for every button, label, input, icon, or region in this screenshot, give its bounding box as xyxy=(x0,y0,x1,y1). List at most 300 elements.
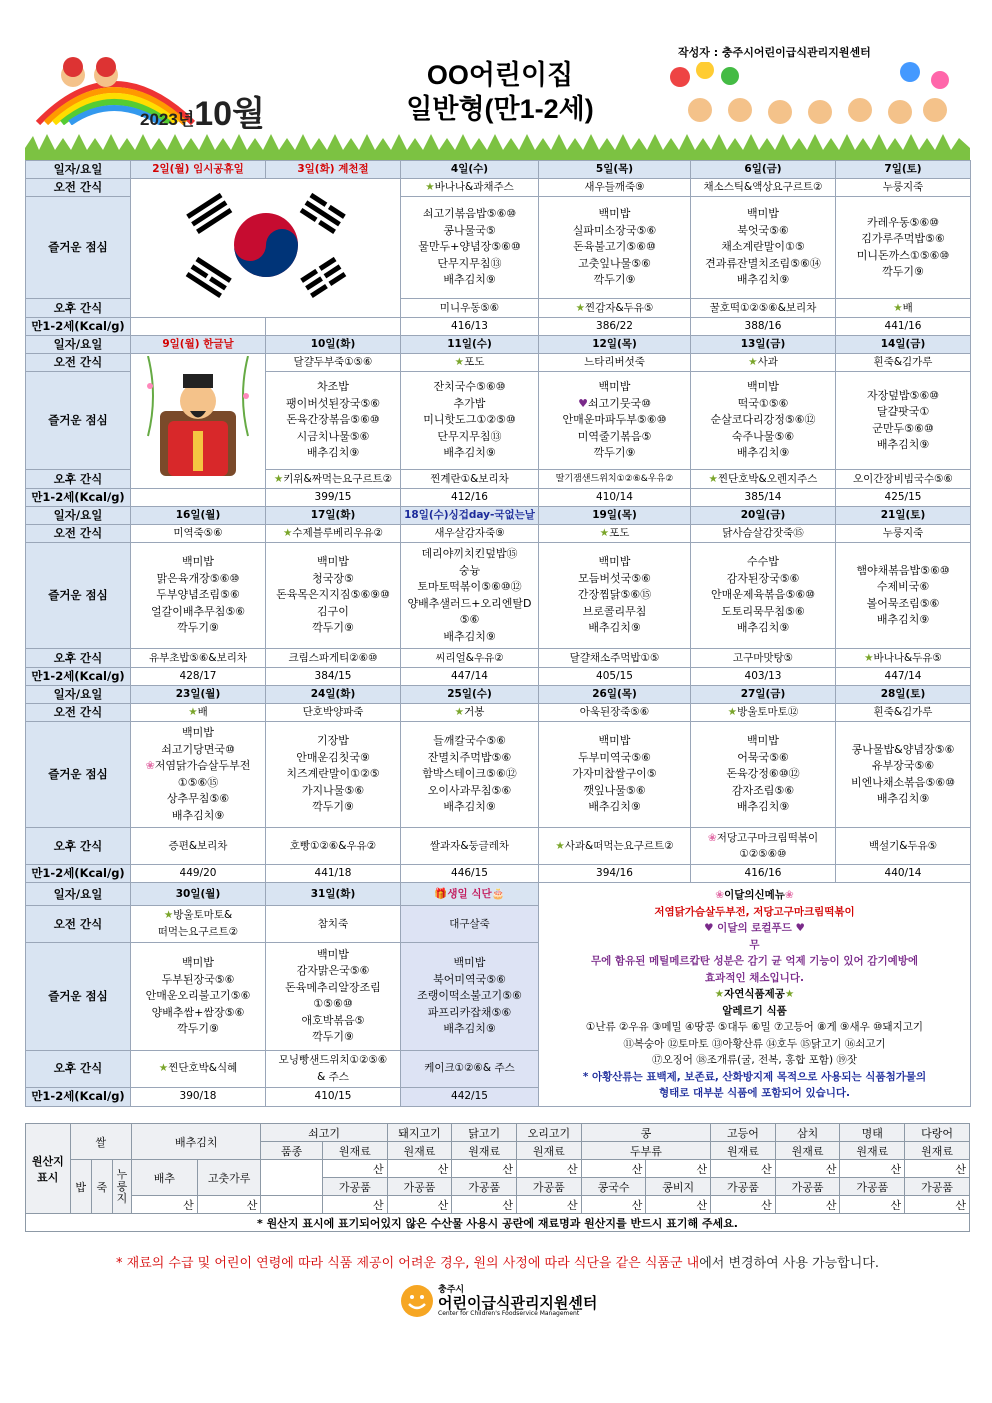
raw-label: 원재료 xyxy=(452,1142,517,1160)
kcal-cell: 440/14 xyxy=(836,865,971,883)
week1-date-row xyxy=(26,161,971,179)
kcal-cell: 416/13 xyxy=(401,318,539,336)
title-line-2: 일반형(만1-2세) xyxy=(406,94,594,124)
star-icon: ★ xyxy=(575,301,586,314)
week5-date-row xyxy=(26,883,971,906)
date-header: 9일(월) 한글날 xyxy=(131,336,266,354)
date-header: 19일(목) xyxy=(539,507,691,525)
week3-kcal-row xyxy=(26,668,971,686)
kcal-cell: 425/15 xyxy=(836,489,971,507)
origin-input[interactable]: 산 xyxy=(517,1160,582,1178)
duck-header: 오리고기 xyxy=(517,1124,582,1142)
nurungji-label: 누룽지 xyxy=(112,1160,131,1214)
origin-row-5 xyxy=(26,1196,970,1214)
menu-item: 실파미소장국⑤⑥ xyxy=(572,223,657,237)
pollack-header: 명태 xyxy=(840,1124,905,1142)
pm-snack-cell: 고구마맛탕⑤ xyxy=(691,649,836,668)
processed-label: 가공품 xyxy=(711,1178,776,1196)
star-icon: ★ xyxy=(425,181,435,194)
kcal-cell: 410/15 xyxy=(266,1087,401,1106)
title-line-1: OO어린이집 xyxy=(426,60,574,90)
date-header: 14일(금) xyxy=(836,336,971,354)
pm-snack-cell: 달걀채소주먹밥①⑤ xyxy=(539,649,691,668)
lunch-cell: 잔치국수⑤⑥⑩ 추가밥 미니핫도그①②⑤⑩ 단무지무침⑬ 배추김치⑨ xyxy=(401,372,539,470)
menu-item: 물만두+양념장⑤⑥⑩ xyxy=(418,240,521,254)
pm-snack-cell: 딸기잼샌드위치①②⑥&우유② xyxy=(539,470,691,489)
week4-date-row xyxy=(26,686,971,704)
org-city: 충주시 xyxy=(438,1285,465,1295)
page-header xyxy=(0,0,992,160)
org-name: 어린이급식관리지원센터 xyxy=(438,1295,598,1312)
lunch-cell: 콩나물밥&양념장⑤⑥ 유부장국⑤⑥ 비엔나채소볶음⑤⑥⑩ 배추김치⑨ xyxy=(836,722,971,828)
menu-item: 돈육불고기⑤⑥⑩ xyxy=(573,240,656,254)
grass-border xyxy=(25,128,970,160)
menu-item: 콩나물국⑤ xyxy=(443,223,496,237)
am-snack-cell: 새우살감자죽⑨ xyxy=(401,525,539,543)
smile-logo-icon xyxy=(400,1284,434,1318)
date-header: 10일(화) xyxy=(266,336,401,354)
star-icon: ★ xyxy=(158,1062,169,1075)
am-snack-cell: 단호박양파죽 xyxy=(266,704,401,722)
lunch-cell: 백미밥 ♥쇠고기뭇국⑩ 안매운마파두부⑤⑥⑩ 미역줄기볶음⑤ 깍두기⑨ xyxy=(539,372,691,470)
date-label: 일자/요일 xyxy=(26,686,131,704)
lunch-cell xyxy=(836,197,971,299)
pm-snack-label: 오후 간식 xyxy=(26,299,131,318)
date-label: 일자/요일 xyxy=(26,883,131,906)
am-snack-cell: 채소스틱&액상요구르트② xyxy=(691,179,836,197)
menu-item: 배추김치⑨ xyxy=(443,273,496,287)
allergy-title: 알레르기 식품 xyxy=(722,1004,787,1017)
rice-header: 쌀 xyxy=(70,1124,132,1160)
cabbage-label: 배추 xyxy=(132,1160,198,1196)
kcal-cell: 410/14 xyxy=(539,489,691,507)
kcal-cell: 446/15 xyxy=(401,865,539,883)
bap-label: 밥 xyxy=(70,1160,91,1214)
menu-item: 북엇국⑤⑥ xyxy=(737,223,789,237)
lunch-label: 즐거운 점심 xyxy=(26,543,131,649)
birthday-menu-header: 🎁생일 식단🎂 xyxy=(401,883,539,906)
date-header: 23일(월) xyxy=(131,686,266,704)
kcal-cell xyxy=(266,318,401,336)
star-icon: ★ xyxy=(163,909,174,922)
center-logo xyxy=(400,1282,600,1322)
pm-snack-cell: ★키위&짜먹는요구르트② xyxy=(266,470,401,489)
allergy-list: ①난류 ②우유 ③메밀 ④땅콩 ⑤대두 ⑥밀 ⑦고등어 ⑧게 ⑨새우 ⑩돼지고기 xyxy=(585,1021,924,1033)
origin-row-3 xyxy=(26,1160,970,1178)
local-food-title: 이달의 로컬푸드 xyxy=(717,922,792,934)
month-text: 10월 xyxy=(194,95,265,133)
sulfite-note: 형태로 대부분 식품에 포함되어 있습니다. xyxy=(658,1087,851,1099)
am-snack-cell: 느타리버섯죽 xyxy=(539,354,691,372)
am-snack-cell: 누룽지죽 xyxy=(836,525,971,543)
flower-icon: ❀ xyxy=(784,889,794,901)
korean-flag-cell xyxy=(131,179,401,318)
pm-snack-label: 오후 간식 xyxy=(26,828,131,865)
pm-snack-label: 오후 간식 xyxy=(26,470,131,489)
menu-item: 단무지무침⑬ xyxy=(437,256,502,270)
pm-snack-cell: 모닝빵샌드위치①②⑤⑥ & 주스 xyxy=(266,1050,401,1087)
kcal-cell xyxy=(131,489,266,507)
origin-row-1 xyxy=(26,1124,970,1142)
am-snack-cell: 닭사슴살감잣죽⑮ xyxy=(691,525,836,543)
date-header: 18일(수)싱겁day-국없는날 xyxy=(401,507,539,525)
star-icon: ★ xyxy=(708,472,718,485)
lunch-cell: 수수밥 감자된장국⑤⑥ 안매운제육볶음⑤⑥⑩ 도토리묵무침⑤⑥ 배추김치⑨ xyxy=(691,543,836,649)
footer-note-c: 에서 변경하여 사용 가능합니다. xyxy=(699,1256,879,1271)
origin-note: * 원산지 표시에 표기되어있지 않은 수산물 사용시 공란에 재료명과 원산지를 반드시 표기해 주세요. xyxy=(26,1214,970,1232)
kcal-cell: 428/17 xyxy=(131,668,266,686)
gift-icon: 🎁 xyxy=(434,887,448,900)
kcal-cell: 447/14 xyxy=(836,668,971,686)
local-food-desc: 효과적인 채소입니다. xyxy=(705,971,804,984)
beef-header: 쇠고기 xyxy=(261,1124,387,1142)
date-header: 12일(목) xyxy=(539,336,691,354)
origin-input[interactable]: 산 xyxy=(322,1160,387,1178)
lunch-cell xyxy=(401,197,539,299)
date-header: 28일(토) xyxy=(836,686,971,704)
star-icon: ★ xyxy=(188,706,198,719)
origin-blank[interactable] xyxy=(261,1160,323,1196)
menu-item: 배추김치⑨ xyxy=(736,273,790,287)
lunch-cell xyxy=(539,197,691,299)
pm-snack-cell: 씨리얼&우유② xyxy=(401,649,539,668)
kcal-cell: 405/15 xyxy=(539,668,691,686)
menu-item: 김가루주먹밥⑤⑥ xyxy=(861,232,945,245)
week3-pm-row xyxy=(26,649,971,668)
week2-am-row xyxy=(26,354,971,372)
pm-snack-cell: 쌀과자&둥글레차 xyxy=(401,828,539,865)
star-icon: ★ xyxy=(555,839,565,852)
kcal-label: 만1-2세(Kcal/g) xyxy=(26,668,131,686)
am-snack-cell: ★사과 xyxy=(691,354,836,372)
lunch-cell: 햄야채볶음밥⑤⑥⑩ 수제비국⑥ 볼어묵조림⑤⑥ 배추김치⑨ xyxy=(836,543,971,649)
origin-input[interactable]: 산 xyxy=(322,1196,387,1214)
mackerel-header: 고등어 xyxy=(711,1124,776,1142)
pork-header: 돼지고기 xyxy=(387,1124,452,1142)
week2-kcal-row xyxy=(26,489,971,507)
processed-label: 가공품 xyxy=(905,1178,970,1196)
menu-item: 카레우동⑤⑥⑩ xyxy=(866,215,940,229)
menu-item: 견과류잔멸치조림⑤⑥⑭ xyxy=(705,256,821,270)
children-balloons-illustration xyxy=(660,62,960,137)
kcal-cell: 384/15 xyxy=(266,668,401,686)
date-header: 7일(토) xyxy=(836,161,971,179)
page-title xyxy=(340,58,660,126)
origin-input[interactable]: 산 xyxy=(387,1196,452,1214)
date-header: 4일(수) xyxy=(401,161,539,179)
juk-label: 죽 xyxy=(91,1160,112,1214)
pm-snack-cell: 미니우동⑤⑥ xyxy=(401,299,539,318)
lunch-cell: 백미밥 두부된장국⑤⑥ 안매운오리불고기⑤⑥ 양배추쌈+쌈장⑤⑥ 깍두기⑨ xyxy=(131,943,266,1051)
origin-input[interactable]: 산 xyxy=(197,1196,261,1214)
am-snack-cell: ★배 xyxy=(131,704,266,722)
processed-label: 가공품 xyxy=(775,1178,840,1196)
lunch-cell: 백미밥 맑은육개장⑤⑥⑩ 두부양념조림⑤⑥ 얼갈이배추무침⑤⑥ 깍두기⑨ xyxy=(131,543,266,649)
pm-snack-cell: 꿀호떡①②⑤⑥&보리차 xyxy=(691,299,836,318)
origin-input[interactable]: 산 xyxy=(452,1160,517,1178)
kcal-cell: 441/18 xyxy=(266,865,401,883)
menu-item: 미니돈까스①⑤⑥⑩ xyxy=(856,248,950,262)
lunch-cell: 자장덮밥⑤⑥⑩ 달걀팟국① 군만두⑤⑥⑩ 배추김치⑨ xyxy=(836,372,971,470)
lunch-cell: 기장밥 안매운김칫국⑨ 치즈계란말이①②⑤ 가지나물⑤⑥ 깍두기⑨ xyxy=(266,722,401,828)
footer-note-a: * 재료의 수급 및 어린이 연령에 따라 식품 제공이 어려운 경우, 원의 사정에 따라 xyxy=(115,1256,570,1271)
origin-input[interactable]: 산 xyxy=(387,1160,452,1178)
date-header: 5일(목) xyxy=(539,161,691,179)
origin-input[interactable]: 산 xyxy=(581,1160,646,1178)
org-english: Center for Children's Foodservice Management xyxy=(438,1310,580,1317)
menu-item: 백미밥 xyxy=(598,207,631,221)
flower-icon: ❀ xyxy=(715,889,725,901)
pm-snack-cell: ★사과&떠먹는요구르트② xyxy=(539,828,691,865)
cutlass-header: 삼치 xyxy=(775,1124,840,1142)
lunch-cell: 백미밥 감자맑은국⑤⑥ 돈육메추리알장조림 ①⑤⑥⑩ 애호박볶음⑤ 깍두기⑨ xyxy=(266,943,401,1051)
pm-snack-cell: ★바나나&두유⑤ xyxy=(836,649,971,668)
origin-input[interactable]: 산 xyxy=(905,1196,970,1214)
am-snack-cell: 달걀두부죽①⑤⑥ xyxy=(266,354,401,372)
lunch-cell: 백미밥 북어미역국⑤⑥ 조랭이떡소불고기⑤⑥ 파프리카잡채⑤⑥ 배추김치⑨ xyxy=(401,943,539,1051)
korean-flag-image xyxy=(151,183,381,308)
natural-food-title: 자연식품제공 xyxy=(724,988,785,1000)
kcal-cell: 390/18 xyxy=(131,1087,266,1106)
footer-note-b: 식단을 같은 식품군 내 xyxy=(569,1256,700,1271)
origin-input[interactable]: 산 xyxy=(132,1196,198,1214)
date-header: 31일(화) xyxy=(266,883,401,906)
heart-icon: ♥ xyxy=(704,922,714,934)
footer-note xyxy=(25,1252,970,1271)
allergy-list: ⑪복숭아 ⑫토마토 ⑬아황산류 ⑭호두 ⑮닭고기 ⑯쇠고기 xyxy=(623,1037,886,1050)
week3-am-row xyxy=(26,525,971,543)
king-sejong-illustration xyxy=(138,356,258,481)
am-snack-cell: 참치죽 xyxy=(266,905,401,942)
am-snack-cell: ★포도 xyxy=(401,354,539,372)
cake-icon: 🎂 xyxy=(491,887,505,900)
pm-snack-cell: ★배 xyxy=(836,299,971,318)
lunch-label: 즐거운 점심 xyxy=(26,372,131,470)
pm-snack-cell: 케이크①②⑥& 주스 xyxy=(401,1050,539,1087)
allergy-list: ⑰오징어 ⑱조개류(굴, 전복, 홍합 포함) ⑲잣 xyxy=(651,1054,858,1066)
pm-snack-cell: 증편&보리차 xyxy=(131,828,266,865)
info-panel xyxy=(539,883,971,1107)
processed-label: 가공품 xyxy=(840,1178,905,1196)
am-snack-label: 오전 간식 xyxy=(26,354,131,372)
date-label: 일자/요일 xyxy=(26,507,131,525)
processed-label: 가공품 xyxy=(452,1178,517,1196)
raw-label: 원재료 xyxy=(775,1142,840,1160)
raw-label: 원재료 xyxy=(840,1142,905,1160)
am-snack-label: 오전 간식 xyxy=(26,704,131,722)
kcal-cell xyxy=(131,318,266,336)
pm-snack-label: 오후 간식 xyxy=(26,649,131,668)
am-snack-cell xyxy=(401,179,539,197)
heart-icon: ♥ xyxy=(795,922,805,934)
origin-input[interactable]: 산 xyxy=(775,1196,840,1214)
am-snack-cell: 흰죽&김가루 xyxy=(836,704,971,722)
date-header: 13일(금) xyxy=(691,336,836,354)
am-snack-cell: 아욱된장죽⑤⑥ xyxy=(539,704,691,722)
kcal-label: 만1-2세(Kcal/g) xyxy=(26,489,131,507)
star-icon: ★ xyxy=(599,527,610,540)
origin-input[interactable]: 산 xyxy=(905,1160,970,1178)
week1-am-row xyxy=(26,179,971,197)
date-header: 17일(화) xyxy=(266,507,401,525)
date-header: 30일(월) xyxy=(131,883,266,906)
origin-input[interactable]: 산 xyxy=(452,1196,517,1214)
menu-item: 쇠고기볶음밥⑤⑥⑩ xyxy=(422,207,517,221)
date-header: 2일(월) 임시공휴일 xyxy=(131,161,266,179)
flower-icon: ❀ xyxy=(707,831,717,844)
week4-kcal-row xyxy=(26,865,971,883)
menu-item: 백미밥 xyxy=(747,207,779,221)
lunch-cell xyxy=(691,197,836,299)
date-header: 16일(월) xyxy=(131,507,266,525)
kcal-label: 만1-2세(Kcal/g) xyxy=(26,318,131,336)
menu-item: 고춧잎나물⑤⑥ xyxy=(578,256,651,270)
date-header: 25일(수) xyxy=(401,686,539,704)
soymilk-noodle-label: 콩국수 xyxy=(581,1178,646,1196)
week4-am-row xyxy=(26,704,971,722)
date-header: 20일(금) xyxy=(691,507,836,525)
chicken-header: 닭고기 xyxy=(452,1124,517,1142)
date-header: 6일(금) xyxy=(691,161,836,179)
pm-snack-cell: 백설기&두유⑤ xyxy=(836,828,971,865)
kcal-cell: 412/16 xyxy=(401,489,539,507)
menu-item: 깍두기⑨ xyxy=(882,265,924,278)
processed-label: 가공품 xyxy=(322,1178,387,1196)
origin-input[interactable] xyxy=(261,1196,323,1214)
kcal-label: 만1-2세(Kcal/g) xyxy=(26,1087,131,1106)
raw-label: 원재료 xyxy=(517,1142,582,1160)
type-label: 품종 xyxy=(261,1142,323,1160)
date-label: 일자/요일 xyxy=(26,336,131,354)
am-snack-cell: 흰죽&김가루 xyxy=(836,354,971,372)
week3-lunch-row xyxy=(26,543,971,649)
origin-input[interactable]: 산 xyxy=(646,1160,711,1178)
raw-label: 원재료 xyxy=(905,1142,970,1160)
menu-item: 깍두기⑨ xyxy=(593,273,636,287)
kcal-cell: 449/20 xyxy=(131,865,266,883)
lunch-cell: 차조밥 팽이버섯된장국⑤⑥ 돈육간장볶음⑤⑥⑩ 시금치나물⑤⑥ 배추김치⑨ xyxy=(266,372,401,470)
lunch-label: 즐거운 점심 xyxy=(26,943,131,1051)
am-snack-text: 바나나&과채주스 xyxy=(434,181,514,194)
new-menu-text: 저염닭가슴살두부전, 저당고구마크림떡볶이 xyxy=(654,905,855,918)
menu-table xyxy=(25,160,971,1107)
lunch-label: 즐거운 점심 xyxy=(26,722,131,828)
kcal-cell: 416/16 xyxy=(691,865,836,883)
origin-input[interactable]: 산 xyxy=(840,1196,905,1214)
star-icon: ★ xyxy=(893,301,903,314)
am-snack-label: 오전 간식 xyxy=(26,525,131,543)
kcal-cell: 385/14 xyxy=(691,489,836,507)
lunch-cell: 데리야끼치킨덮밥⑮ 숭늉 토마토떡볶이⑤⑥⑩⑫ 양배추샐러드+오리엔탈D ⑤⑥ 배추김치⑨ xyxy=(401,543,539,649)
kcal-cell: 403/13 xyxy=(691,668,836,686)
am-snack-label: 오전 간식 xyxy=(26,905,131,942)
am-snack-cell: 대구살죽 xyxy=(401,905,539,942)
star-icon: ★ xyxy=(454,706,465,719)
menu-item: 채소계란말이①⑤ xyxy=(721,240,805,254)
tofu-label: 두부류 xyxy=(581,1142,710,1160)
lunch-cell: 백미밥 모듬버섯국⑤⑥ 간장찜닭⑤⑥⑮ 브로콜리무침 배추김치⑨ xyxy=(539,543,691,649)
am-snack-cell: ★거봉 xyxy=(401,704,539,722)
star-icon: ★ xyxy=(748,356,758,369)
kcal-cell: 441/16 xyxy=(836,318,971,336)
date-header: 27일(금) xyxy=(691,686,836,704)
raw-label: 원재료 xyxy=(322,1142,387,1160)
week1-kcal-row xyxy=(26,318,971,336)
origin-input[interactable]: 산 xyxy=(646,1196,711,1214)
am-snack-cell: ★수제블루베리우유② xyxy=(266,525,401,543)
pm-snack-label: 오후 간식 xyxy=(26,1050,131,1087)
week2-date-row xyxy=(26,336,971,354)
origin-input[interactable]: 산 xyxy=(711,1160,776,1178)
origin-input[interactable]: 산 xyxy=(840,1160,905,1178)
kcal-cell: 399/15 xyxy=(266,489,401,507)
year-text: 2023년 xyxy=(140,110,195,129)
date-header: 21일(토) xyxy=(836,507,971,525)
pm-snack-cell: 호빵①②⑥&우유② xyxy=(266,828,401,865)
flower-icon: ❀ xyxy=(145,759,155,772)
processed-label: 가공품 xyxy=(517,1178,582,1196)
pm-snack-cell: 크림스파게티②⑥⑩ xyxy=(266,649,401,668)
star-icon: ★ xyxy=(283,527,293,540)
pm-snack-cell: ★찐단호박&식혜 xyxy=(131,1050,266,1087)
am-snack-cell: 누룽지죽 xyxy=(836,179,971,197)
sulfite-note: * 아황산류는 표백제, 보존료, 산화방지제 목적으로 사용되는 식품첨가물의 xyxy=(582,1070,927,1083)
kcal-cell: 447/14 xyxy=(401,668,539,686)
raw-label: 원재료 xyxy=(711,1142,776,1160)
local-food-item: 무 xyxy=(749,938,760,951)
week3-date-row xyxy=(26,507,971,525)
bean-header: 콩 xyxy=(581,1124,710,1142)
origin-input[interactable]: 산 xyxy=(517,1196,582,1214)
date-header: 24일(화) xyxy=(266,686,401,704)
king-sejong-cell xyxy=(131,354,266,489)
pm-snack-cell: ★찐감자&두유⑤ xyxy=(539,299,691,318)
origin-input[interactable]: 산 xyxy=(775,1160,840,1178)
lunch-cell: 백미밥 청국장⑤ 돈육목은지지짐⑤⑥⑨⑩ 김구이 깍두기⑨ xyxy=(266,543,401,649)
chili-label: 고춧가루 xyxy=(197,1160,261,1196)
kongbiji-label: 콩비지 xyxy=(646,1178,711,1196)
kimchi-header: 배추김치 xyxy=(132,1124,261,1160)
date-header: 26일(목) xyxy=(539,686,691,704)
lunch-cell: 백미밥 떡국①⑤⑥ 순살코다리강정⑤⑥⑫ 숙주나물⑤⑥ 배추김치⑨ xyxy=(691,372,836,470)
am-snack-cell: ★방울토마토⑫ xyxy=(691,704,836,722)
am-snack-cell: ★포도 xyxy=(539,525,691,543)
am-snack-cell: 새우들깨죽⑨ xyxy=(539,179,691,197)
origin-input[interactable]: 산 xyxy=(711,1196,776,1214)
week4-pm-row xyxy=(26,828,971,865)
origin-table xyxy=(25,1123,970,1232)
pm-snack-cell: 찐계란①&보리차 xyxy=(401,470,539,489)
origin-input[interactable]: 산 xyxy=(581,1196,646,1214)
lunch-cell: 백미밥 쇠고기당면국⑩ ❀저염닭가슴살두부전 ①⑤⑥⑮ 상추무침⑤⑥ 배추김치⑨ xyxy=(131,722,266,828)
kcal-cell: 388/16 xyxy=(691,318,836,336)
star-icon: ★ xyxy=(864,651,874,664)
date-header: 11일(수) xyxy=(401,336,539,354)
star-icon: ★ xyxy=(727,706,738,719)
am-snack-label: 오전 간식 xyxy=(26,179,131,197)
star-icon: ★ xyxy=(714,988,725,1000)
lunch-cell: 백미밥 어묵국⑤⑥ 돈육강정⑥⑩⑫ 감자조림⑤⑥ 배추김치⑨ xyxy=(691,722,836,828)
author-text: 작성자 : 충주시어린이급식관리지원센터 xyxy=(678,46,871,59)
pm-snack-cell: ★찐단호박&오렌지주스 xyxy=(691,470,836,489)
am-snack-cell: ★방울토마토& 떠먹는요구르트② xyxy=(131,905,266,942)
origin-label: 원산지 표시 xyxy=(26,1124,71,1214)
lunch-cell: 백미밥 두부미역국⑤⑥ 가자미찹쌀구이⑤ 깻잎나물⑤⑥ 배추김치⑨ xyxy=(539,722,691,828)
new-menu-title: 이달의신메뉴 xyxy=(724,889,785,901)
pm-snack-cell: 오이간장비빔국수⑤⑥ xyxy=(836,470,971,489)
star-icon: ★ xyxy=(454,356,465,369)
kcal-cell: 386/22 xyxy=(539,318,691,336)
